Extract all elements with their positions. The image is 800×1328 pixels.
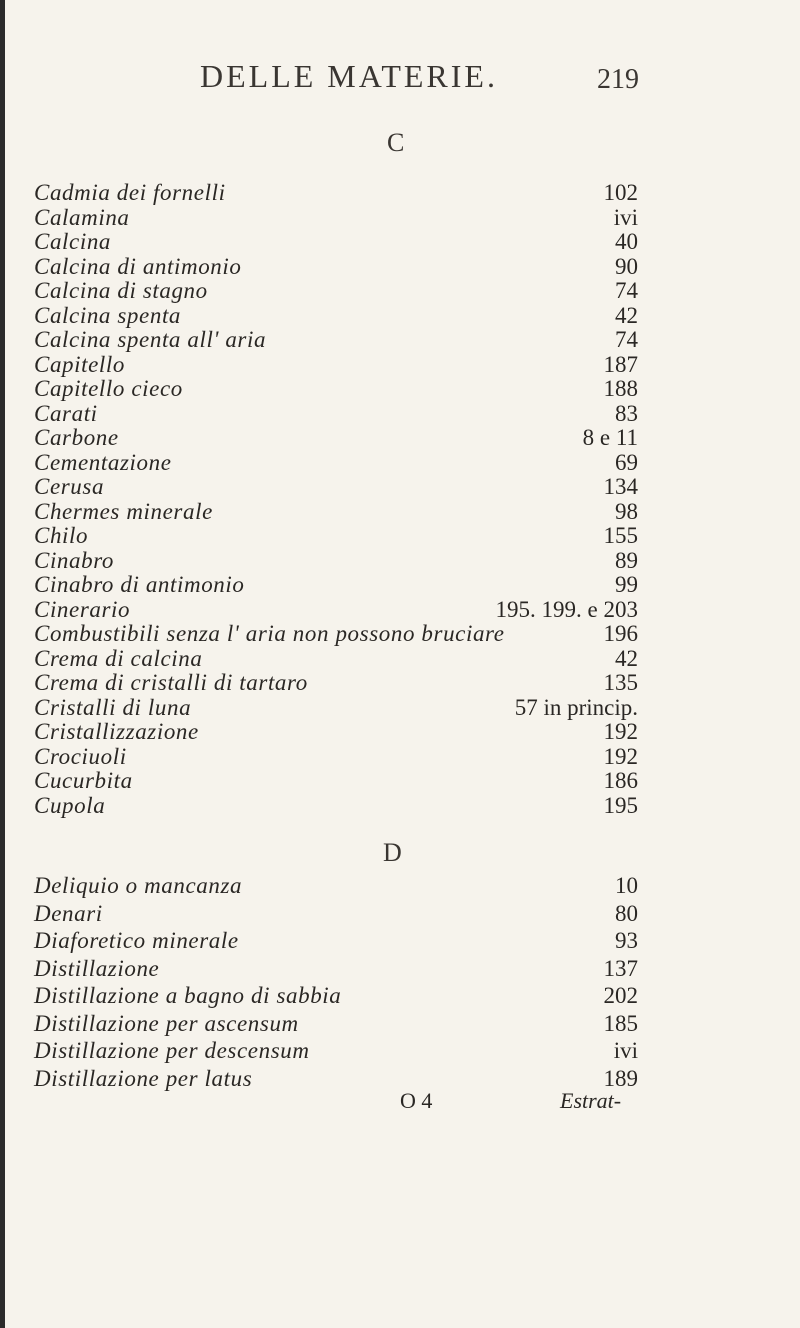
- page-reference: 80: [615, 900, 638, 926]
- index-term: Diaforetico minerale: [34, 928, 239, 953]
- index-entry: [0, 901, 800, 929]
- index-term: Chermes minerale: [34, 498, 213, 524]
- catchword: Estrat-: [560, 1088, 622, 1113]
- page-reference: 188: [603, 376, 638, 401]
- index-term: Crema di calcina: [34, 645, 203, 671]
- page-reference: 99: [615, 572, 638, 597]
- page-reference: 93: [615, 928, 638, 953]
- index-term: Cadmia dei fornelli: [34, 180, 226, 205]
- page-reference: 189: [603, 1065, 638, 1091]
- index-entry: [0, 956, 800, 984]
- index-term: Calamina: [34, 204, 130, 230]
- page-reference: 187: [603, 351, 638, 377]
- page-reference: 89: [615, 547, 638, 573]
- page-reference: 83: [615, 400, 638, 426]
- index-term: Crema di cristalli di tartaro: [34, 670, 308, 695]
- page-reference: 186: [603, 768, 638, 793]
- page-reference: 40: [615, 229, 638, 254]
- index-term: Capitello: [34, 351, 126, 377]
- page-reference: 8 e 11: [582, 425, 638, 450]
- index-term: Denari: [34, 900, 103, 926]
- page-reference: 192: [603, 743, 638, 769]
- index-term: Distillazione per latus: [34, 1065, 253, 1091]
- index-term: Carati: [34, 400, 98, 426]
- index-term: Distillazione per ascensum: [34, 1010, 299, 1036]
- index-term: Crociuoli: [34, 743, 127, 769]
- index-term: Distillazione a bagno di sabbia: [34, 983, 342, 1008]
- index-term: Deliquio o mancanza: [34, 873, 243, 898]
- index-term: Calcina di antimonio: [34, 253, 242, 279]
- index-term: Calcina spenta all' aria: [34, 327, 267, 352]
- section-letter-c: C: [387, 128, 405, 157]
- page-reference: 69: [615, 449, 638, 475]
- index-term: Distillazione per descensum: [34, 1038, 310, 1063]
- index-term: Chilo: [34, 523, 89, 548]
- signature-mark: O 4: [400, 1088, 433, 1113]
- running-title: DELLE MATERIE.: [200, 58, 498, 94]
- index-term: Capitello cieco: [34, 376, 183, 401]
- page-reference: 74: [615, 327, 638, 352]
- page-reference: 98: [615, 498, 638, 524]
- page-reference: 192: [603, 719, 638, 744]
- index-term: Calcina di stagno: [34, 278, 208, 303]
- page-reference: 42: [615, 302, 638, 328]
- page-reference: 42: [615, 645, 638, 671]
- page-reference: 57 in princip.: [514, 694, 638, 720]
- index-term: Combustibili senza l' aria non possono bruciare: [34, 621, 505, 646]
- index-entry: [0, 983, 800, 1011]
- page-reference: 202: [603, 983, 638, 1008]
- page-reference: ivi: [613, 204, 638, 230]
- index-term: Cinerario: [34, 596, 131, 622]
- section-letter-d: D: [383, 838, 402, 867]
- index-term: Calcina: [34, 229, 112, 254]
- index-entry: [0, 928, 800, 956]
- index-term: Cupola: [34, 792, 106, 818]
- index-entry: [0, 1038, 800, 1066]
- index-term: Cristallizzazione: [34, 719, 199, 744]
- page-reference: 135: [603, 670, 638, 695]
- page-reference: 90: [615, 253, 638, 279]
- page-reference: 155: [603, 523, 638, 548]
- index-term: Distillazione: [34, 955, 160, 981]
- index-term: Cucurbita: [34, 768, 133, 793]
- index-term: Cinabro di antimonio: [34, 572, 245, 597]
- page-number: 219: [597, 64, 639, 95]
- index-term: Cerusa: [34, 474, 105, 499]
- index-entry: [0, 793, 800, 821]
- index-entry: [0, 1011, 800, 1039]
- index-term: Cementazione: [34, 449, 172, 475]
- page-reference: 196: [603, 621, 638, 646]
- page-reference: 195: [603, 792, 638, 818]
- page-reference: 137: [603, 955, 638, 981]
- page-reference: 195. 199. e 203: [495, 596, 638, 622]
- index-term: Cinabro: [34, 547, 115, 573]
- page-reference: 185: [603, 1010, 638, 1036]
- page-reference: ivi: [613, 1038, 638, 1063]
- page-reference: 74: [615, 278, 638, 303]
- page-reference: 10: [615, 873, 638, 898]
- index-term: Carbone: [34, 425, 119, 450]
- index-term: Cristalli di luna: [34, 694, 192, 720]
- index-term: Calcina spenta: [34, 302, 182, 328]
- page-reference: 102: [603, 180, 638, 205]
- index-entry: [0, 873, 800, 901]
- page-reference: 134: [603, 474, 638, 499]
